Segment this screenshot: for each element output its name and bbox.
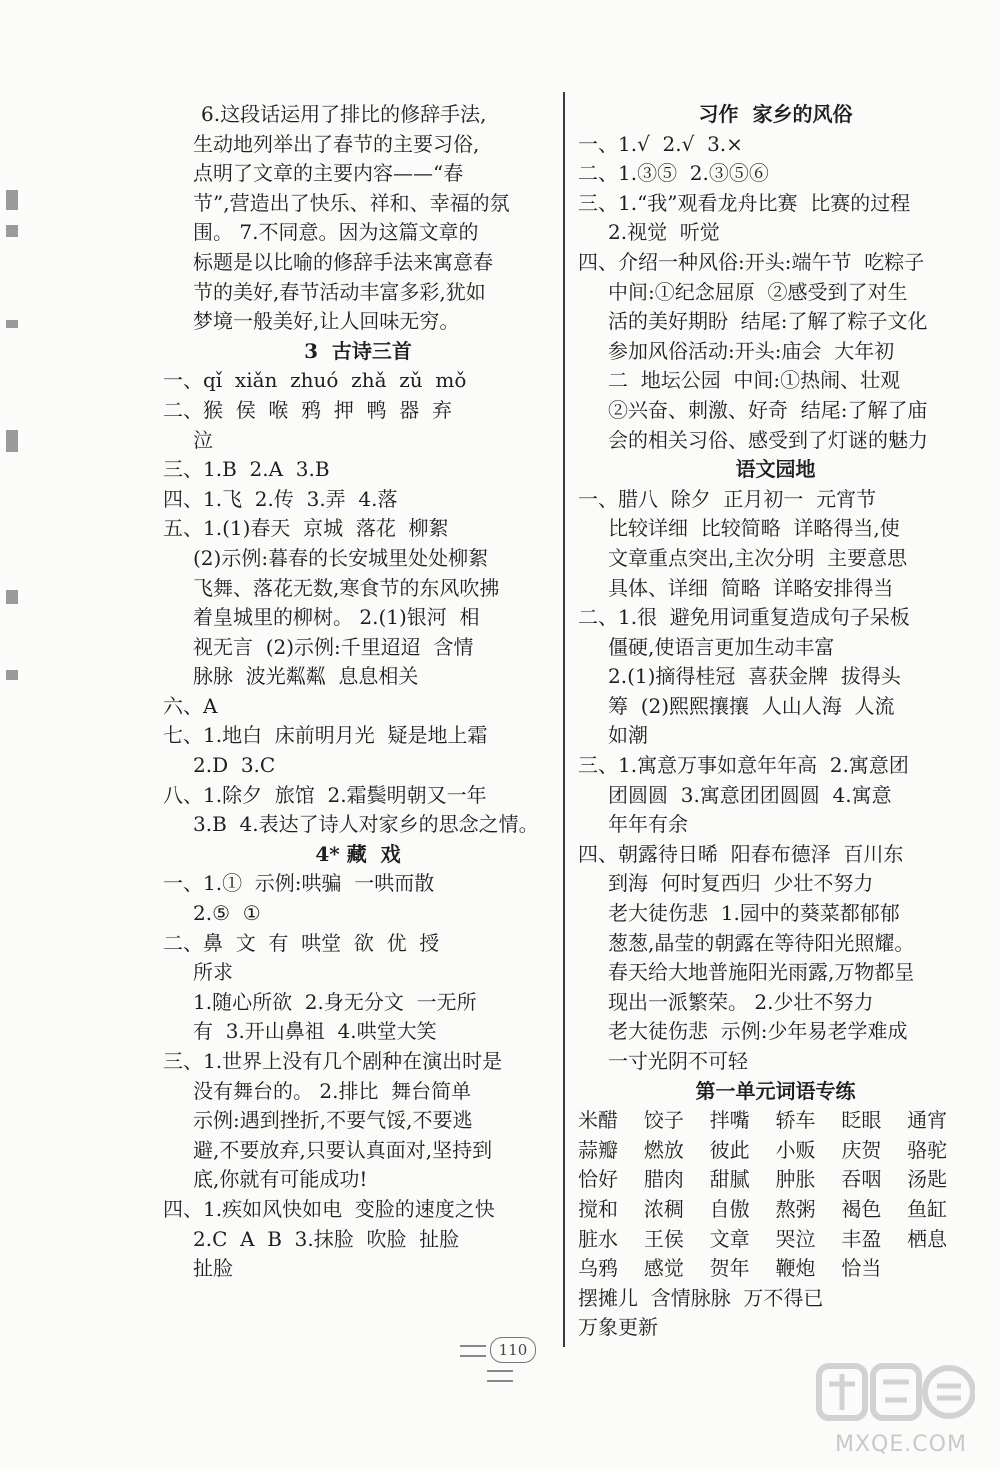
vocab-word: 栖息 — [907, 1226, 948, 1251]
vocab-word: 彼此 — [709, 1137, 750, 1162]
text-line: 具体、详细 简略 详略安排得当 — [608, 575, 894, 600]
text-line: 现出一派繁荣。 2.少壮不努力 — [608, 989, 874, 1014]
text-line: 生动地列举出了春节的主要习俗, — [193, 131, 480, 156]
text-line: 一、qǐ xiǎn zhuó zhǎ zǔ mǒ — [163, 368, 467, 393]
text-line: 点明了文章的主要内容——“春 — [193, 161, 464, 186]
vocab-word: 小贩 — [775, 1137, 816, 1162]
vocab-word: 通宵 — [907, 1108, 948, 1133]
text-line: (2)示例:暮春的长安城里处处柳絮 — [193, 545, 489, 570]
vocab-word: 肿胀 — [775, 1167, 816, 1192]
ornament-left — [460, 1345, 486, 1357]
text-line: 所求 — [193, 960, 233, 985]
text-line: 葱葱,晶莹的朝露在等待阳光照耀。 — [608, 930, 915, 955]
text-line: 到海 何时复西归 少壮不努力 — [608, 871, 874, 896]
text-line: ②兴奋、刺激、好奇 结尾:了解了庙 — [608, 397, 928, 422]
ornament-right — [487, 1370, 513, 1382]
vocab-word: 浓稠 — [643, 1196, 684, 1221]
text-line: 二、鼻 文 有 哄堂 欲 优 授 — [163, 930, 440, 955]
text-line: 梦境一般美好,让人回味无穷。 — [193, 309, 460, 334]
vocab-word: 汤匙 — [907, 1167, 948, 1192]
text-line: 1.随心所欲 2.身无分文 一无所 — [193, 989, 477, 1014]
text-line: 视无言 (2)示例:千里迢迢 含情 — [193, 634, 474, 659]
section-heading: 语文园地 — [735, 457, 816, 482]
vocab-word: 庆贺 — [841, 1137, 882, 1162]
text-line: 活的美好期盼 结尾:了解了粽子文化 — [608, 309, 928, 334]
text-line: 二、猴 侯 喉 鸦 押 鸭 器 弃 — [163, 397, 453, 422]
text-line: 老大徒伤悲 1.园中的葵菜都郁郁 — [608, 901, 900, 926]
vocab-word: 鞭炮 — [775, 1256, 816, 1281]
vocab-word: 恰当 — [841, 1256, 882, 1281]
vocab-word: 褐色 — [841, 1196, 882, 1221]
vocab-word: 感觉 — [643, 1256, 684, 1281]
text-line: 八、1.除夕 旅馆 2.霜鬓明朝又一年 — [163, 782, 487, 807]
vocab-word: 吞咽 — [841, 1167, 882, 1192]
text-line: 年年有余 — [608, 812, 688, 837]
left-column — [163, 100, 553, 1284]
vocab-word: 熬粥 — [775, 1196, 816, 1221]
vocab-word: 哭泣 — [775, 1226, 816, 1251]
text-line: 着皇城里的柳树。 2.(1)银河 相 — [193, 605, 480, 630]
text-line: 三、1.“我”观看龙舟比赛 比赛的过程 — [578, 190, 911, 215]
text-line: 节”,营造出了快乐、祥和、幸福的氛 — [193, 190, 510, 215]
text-line: 老大徒伤悲 示例:少年易老学难成 — [608, 1019, 908, 1044]
text-line: 示例:遇到挫折,不要气馁,不要逃 — [193, 1108, 473, 1133]
word-grid — [578, 1106, 973, 1284]
text-line: 五、1.(1)春天 京城 落花 柳絮 — [163, 516, 449, 541]
vocab-word: 米醋 — [578, 1108, 618, 1133]
page-number-text: 110 — [490, 1337, 537, 1363]
text-line: 四、1.飞 2.传 3.弄 4.落 — [163, 486, 398, 511]
vocab-word: 鱼缸 — [907, 1196, 948, 1221]
text-line: 一、1.√ 2.√ 3.× — [578, 131, 743, 156]
text-line: 2.D 3.C — [193, 753, 276, 778]
vocab-word: 骆驼 — [907, 1137, 948, 1162]
text-line: 一、1.① 示例:哄骗 一哄而散 — [163, 871, 435, 896]
vocab-word: 拌嘴 — [709, 1108, 750, 1133]
text-line: 2.C A B 3.抹脸 吹脸 扯脸 — [193, 1226, 460, 1251]
text-line: 2.⑤ ① — [193, 901, 261, 926]
vocab-word: 文章 — [709, 1226, 750, 1251]
vocab-word: 搅和 — [578, 1196, 618, 1221]
text-line: 2.(1)摘得桂冠 喜获金牌 拔得头 — [608, 664, 901, 689]
text-line: 参加风俗活动:开头:庙会 大年初 — [608, 338, 895, 363]
section-heading: 3 古诗三首 — [304, 338, 412, 363]
text-line: 有 3.开山鼻祖 4.哄堂大笑 — [193, 1019, 437, 1044]
text-line: 围。 7.不同意。因为这篇文章的 — [193, 220, 479, 245]
text-line: 六、A — [163, 693, 218, 718]
text-line: 筹 (2)熙熙攘攘 人山人海 人流 — [608, 693, 895, 718]
binding-edge-marks — [0, 170, 30, 710]
text-line: 四、朝露待日晞 阳春布德泽 百川东 — [578, 841, 904, 866]
text-line: 没有舞台的。 2.排比 舞台简单 — [193, 1078, 472, 1103]
text-line: 脉脉 波光粼粼 息息相关 — [193, 664, 419, 689]
section-heading: 4* 藏 戏 — [315, 841, 401, 866]
vocab-word: 王侯 — [643, 1226, 684, 1251]
text-line: 一寸光阴不可轻 — [608, 1049, 748, 1073]
page-number — [455, 1337, 545, 1361]
vocab-word: 丰盈 — [841, 1226, 882, 1251]
vocab-line: 摆摊儿 含情脉脉 万不得已 — [578, 1285, 824, 1310]
vocab-word: 蒜瓣 — [578, 1137, 618, 1162]
text-line: 四、1.疾如风快如电 变脸的速度之快 — [163, 1196, 495, 1221]
vocab-line: 万象更新 — [578, 1315, 658, 1340]
text-line: 底,你就有可能成功! — [193, 1167, 368, 1192]
text-line: 6.这段话运用了排比的修辞手法, — [201, 102, 487, 126]
text-line: 三、1.寓意万事如意年年高 2.寓意团 — [578, 753, 909, 778]
text-line: 泣 — [193, 427, 213, 452]
text-line: 一、腊八 除夕 正月初一 元宵节 — [578, 486, 877, 511]
text-line: 2.视觉 听觉 — [608, 220, 720, 245]
text-line: 三、1.B 2.A 3.B — [163, 457, 330, 482]
vocab-word: 贺年 — [709, 1256, 750, 1281]
text-line: 僵硬,使语言更加生动丰富 — [608, 634, 835, 659]
text-line: 3.B 4.表达了诗人对家乡的思念之情。 — [193, 812, 539, 837]
vocab-word: 轿车 — [775, 1108, 816, 1133]
text-line: 标题是以比喻的修辞手法来寓意春 — [193, 249, 493, 274]
text-line: 四、介绍一种风俗:开头:端午节 吃粽子 — [578, 249, 925, 274]
word-tail — [578, 1284, 973, 1343]
text-line: 二、1.③⑤ 2.③⑤⑥ — [578, 161, 769, 186]
text-line: 三、1.世界上没有几个剧种在演出时是 — [163, 1049, 503, 1073]
vocab-word: 腊肉 — [643, 1167, 684, 1192]
text-line: 团圆圆 3.寓意团团圆圆 4.寓意 — [608, 782, 892, 807]
text-line: 二 地坛公园 中间:①热闹、壮观 — [608, 368, 901, 393]
vocab-word: 脏水 — [578, 1226, 618, 1251]
text-line: 会的相关习俗、感受到了灯谜的魅力 — [608, 427, 928, 452]
text-line: 飞舞、落花无数,寒食节的东风吹拂 — [193, 575, 500, 600]
text-line: 如潮 — [608, 723, 648, 748]
text-line: 文章重点突出,主次分明 主要意思 — [608, 545, 908, 570]
watermark-logo — [815, 1360, 975, 1428]
right-column — [578, 100, 973, 1343]
vocab-word: 饺子 — [643, 1108, 684, 1133]
vocab-word: 甜腻 — [709, 1167, 750, 1192]
text-line: 中间:①纪念屈原 ②感受到了对生 — [608, 279, 908, 304]
text-line: 扯脸 — [193, 1256, 233, 1281]
vocab-word — [907, 1254, 973, 1284]
vocab-word: 恰好 — [578, 1167, 618, 1192]
text-line: 节的美好,春节活动丰富多彩,犹如 — [193, 279, 486, 304]
text-line: 比较详细 比较简略 详略得当,使 — [608, 516, 900, 541]
vocab-word: 眨眼 — [841, 1108, 882, 1133]
text-line: 二、1.很 避免用词重复造成句子呆板 — [578, 605, 910, 630]
section-heading: 习作 家乡的风俗 — [698, 102, 853, 126]
vocab-word: 自傲 — [709, 1196, 750, 1221]
column-divider — [563, 92, 565, 1347]
text-line: 七、1.地白 床前明月光 疑是地上霜 — [163, 723, 488, 748]
vocab-word: 乌鸦 — [578, 1256, 618, 1281]
text-line: 避,不要放弃,只要认真面对,坚持到 — [193, 1137, 493, 1162]
section-heading: 第一单元词语专练 — [695, 1078, 856, 1103]
watermark-site: MXQE.COM — [835, 1432, 967, 1457]
vocab-word: 燃放 — [643, 1137, 684, 1162]
text-line: 春天给大地普施阳光雨露,万物都呈 — [608, 960, 915, 985]
